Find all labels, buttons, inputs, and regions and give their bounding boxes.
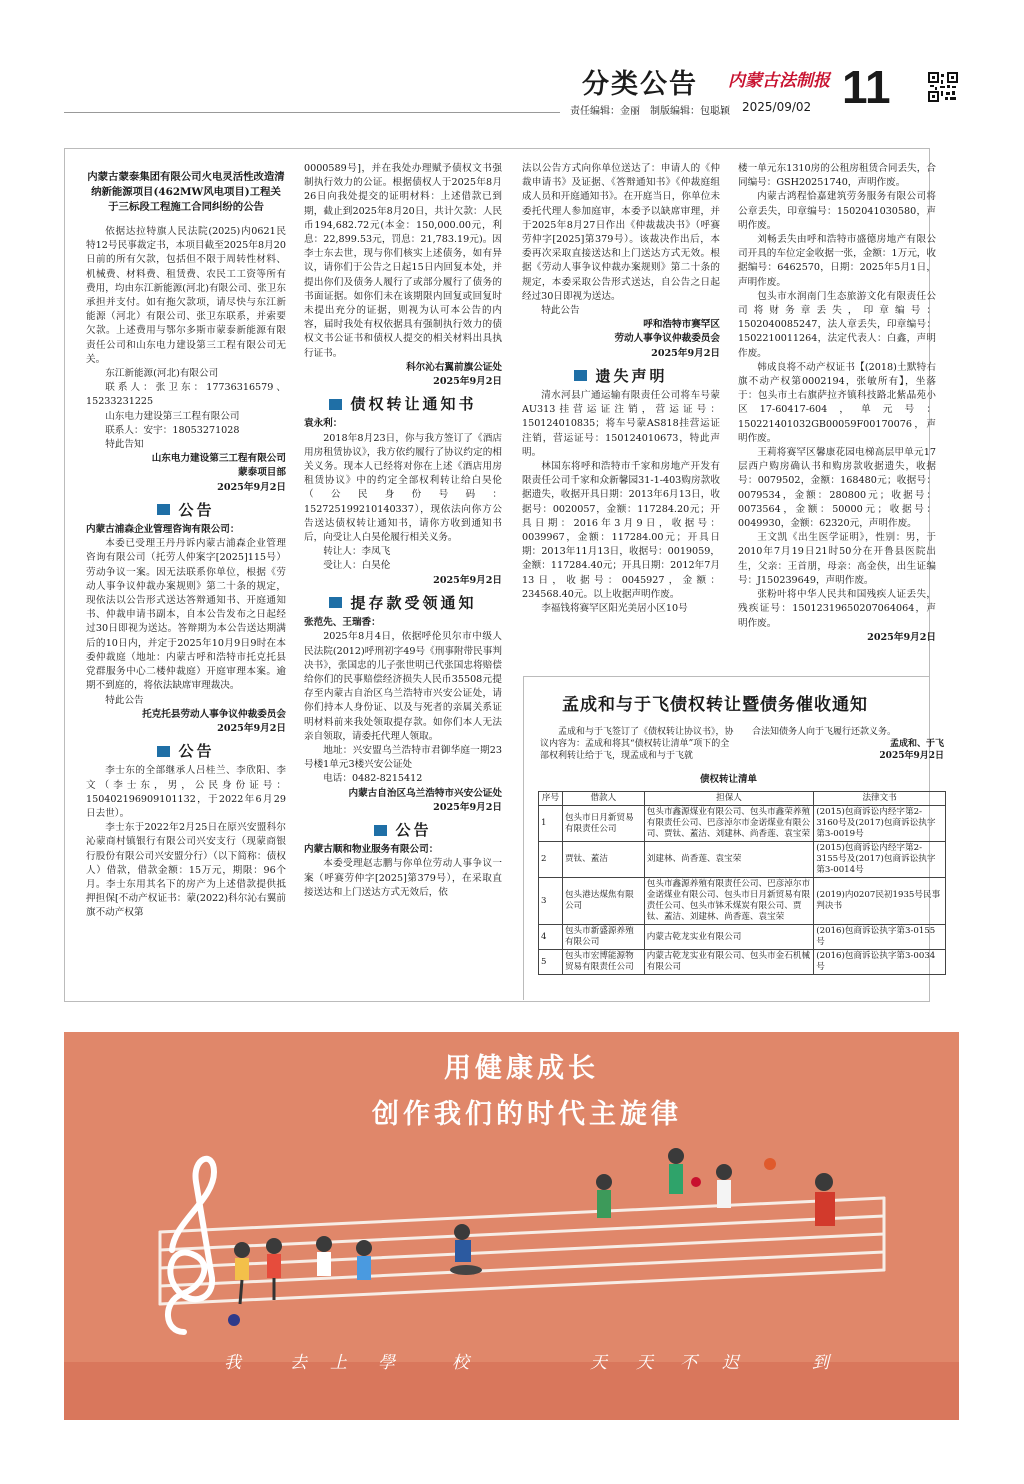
table-cell: 包头港达煤焦有限公司	[562, 878, 644, 925]
ad-lyric-char: 到	[812, 1353, 829, 1373]
notice-date: 2025年9月2日	[433, 574, 502, 586]
debt-table	[538, 791, 946, 975]
notice-signer: 科尔沁右翼前旗公证处	[406, 361, 502, 373]
table-cell: 2	[539, 842, 563, 878]
column-2	[304, 162, 502, 900]
editor-credits: 责任编辑：金丽 制版编辑：包聪颖	[570, 106, 730, 117]
section-heading: 债权转让通知书	[304, 397, 502, 411]
header-rule	[64, 112, 560, 113]
table-cell: 5	[539, 950, 563, 975]
ad-lyric-char: 迟	[722, 1353, 739, 1373]
lost-statement: 刘畅丢失由呼和浩特市盛德房地产有限公司开具的车位定金收据一张，金额：1万元，收据编号：6462570，日期：2025年5月1日，声明作废。	[738, 234, 936, 288]
table-cell: 内蒙古乾龙实业有限公司	[644, 925, 814, 950]
notice-phone: 电话：0482-8215412	[323, 773, 423, 785]
notice-closing: 特此公告	[541, 305, 580, 317]
notice-body: 0000589号]，并在我处办理赋予债权文书强制执行效力的公证。根据债权人于2025年8月26日向我处提交的证明材料：上述借款已到期，截止到2025年8月20日，共计欠款：人民币194,682.72元(本金：150,000.00元，利息：22,899.53元，罚息：21,783.19元)。因李士东去世，现与你们核实上述债务，如有异议，请你们于公告之日起15日内回复本处，并提出你们及债务人履行了或部分履行了债务的书面证据。如你们未在该期限内回复或回复时未提出充分的证据，则视为认可本公告的内容，届时我处有权依据具有强制执行效力的债权文书公证书和债权人提交的相关材料出具执行证书。	[304, 163, 502, 359]
notice-body: 2025年8月4日，依据呼伦贝尔市中级人民法院(2012)呼刑初字49号《刑事附带民事判决书》，张国忠的儿子张世明已代张国忠将赔偿给你们的民事赔偿经济损失人民币35508元提存至内蒙古自治区乌兰浩特市兴安公证处，请你们持本人身份证、以及与死者的亲属关系证明材料前来我处领取提存款。如你们本人无法亲自领取，请委托代理人领取。	[304, 631, 502, 742]
contact-company: 山东电力建设第三工程有限公司	[105, 410, 240, 422]
issue-date: 2025/09/02	[742, 100, 812, 114]
ad-lyric-char: 天	[590, 1353, 607, 1373]
section-heading: 遗失声明	[522, 369, 720, 383]
notice-closing: 特此告知	[105, 439, 144, 451]
contact-company: 东江新能源(河北)有限公司	[105, 368, 219, 380]
table-cell: 3	[539, 878, 563, 925]
lost-statement: 张粉叶将中华人民共和国残疾人证丢失，残疾证号：15012319650207064064，声明作废。	[738, 589, 936, 629]
notice-signer: 劳动人事争议仲裁委员会	[614, 333, 720, 345]
table-cell: 包头市宏博能源物贸易有限责任公司	[562, 950, 644, 975]
page-number: 11	[842, 61, 891, 113]
transferor: 转让人：李凤飞	[323, 546, 391, 558]
section-title: 分类公告	[582, 69, 698, 100]
table-header-row	[539, 792, 946, 806]
table-cell: (2015)包商诉讼内经字第2-3155号及(2017)包商诉讼执字第3-0014号	[814, 842, 946, 878]
contact-person: 联系人：张卫东：17736316579、15233231225	[86, 382, 286, 408]
notice-addressee: 内蒙古顺和物业服务有限公司：	[304, 844, 439, 856]
ad-lyric-char: 不	[680, 1353, 697, 1373]
notice-signer: 呼和浩特市赛罕区	[643, 319, 720, 331]
heading-square-icon	[374, 825, 387, 836]
transferee: 受让人：白昊伦	[323, 560, 391, 572]
notice-body: 李士东于2022年2月25日在原兴安盟科尔沁蒙商村镇银行有限公司兴安支行（现蒙商银行股份有限公司兴安盟分行）（以下简称：债权人）借款，借款金额：15万元，期限：96个月。李士东用其名下的房产为上述借款提供抵押担保[不动产权证书：蒙(2022)科尔沁右翼前旗不动产权第	[86, 822, 286, 919]
table-row	[539, 806, 946, 842]
notice-title: 内蒙古蒙泰集团有限公司火电灵活性改造清纳新能源项目(462MW风电项目)工程关于三标段工程施工合同纠纷的公告	[87, 171, 285, 213]
lost-statement: 李福钱将赛罕区阳光美居小区10号	[541, 603, 688, 615]
notice-date: 2025年9月2日	[867, 631, 936, 643]
table-cell: 刘建林、尚香莲、袁宝荣	[644, 842, 814, 878]
lost-statement: 楼一单元东1310房的公租房租赁合同丢失，合同编号：GSH20251740，声明作废。	[738, 163, 936, 189]
notice-signer: 蒙泰项目部	[238, 467, 286, 479]
notice-body: 本委受理赵志鹏与你单位劳动人事争议一案（呼赛劳仲字[2025]第379号），在采取直接送达和上门送达方式无效后，依	[304, 858, 502, 898]
table-cell: 1	[539, 806, 563, 842]
section-heading: 公告	[86, 744, 286, 758]
heading-square-icon	[329, 399, 342, 410]
contact-person: 联系人：安宇：18053271028	[105, 424, 240, 436]
ad-lyric-char: 校	[452, 1353, 469, 1373]
table-cell: (2015)包商诉讼内经字第2-3160号及(2017)包商诉讼执字第3-0019号	[814, 806, 946, 842]
column-header: 担保人	[644, 792, 814, 806]
newspaper-logo: 内蒙古法制报	[728, 71, 830, 91]
table-row	[539, 878, 946, 925]
table-cell: (2019)内0207民初1935号民事判决书	[814, 878, 946, 925]
section-heading: 公告	[304, 823, 502, 837]
table-cell: (2016)包商诉讼执字第3-0034号	[814, 950, 946, 975]
notice-body: 法以公告方式向你单位送达了：申请人的《仲裁申请书》及证据、《答辩通知书》《仲裁庭组成人员和开庭通知书》。在开庭当日，你单位未委托代理人参加庭审，本委予以缺席审理，并于2025年8月27日作出《仲裁裁决书》（呼赛劳仲字[2025]第379号）。该裁决作出后，本委再次采取直接送达和上门送达方式无效。根据《劳动人事争议仲裁办案规则》第二十条的规定，本委采取公告形式送达，自公告之日起经过30日即视为送达。	[522, 163, 720, 302]
table-row	[539, 925, 946, 950]
lost-statement: 王莉将赛罕区馨康花园电梯高层甲单元17层西户购房确认书和购房款收据遗失，收据号：0079502，金额：168480元；收据号：0079534，金额：280800元；收据号：0073564，金额：50000元；收据号：0049930，金额：62320元，声明作废。	[738, 447, 936, 530]
column-header: 法律文书	[814, 792, 946, 806]
ad-slogan-line-1: 用健康成长	[444, 1053, 599, 1084]
heading-square-icon	[574, 370, 587, 381]
table-cell: (2016)包商诉讼执字第3-0155号	[814, 925, 946, 950]
heading-square-icon	[329, 597, 342, 608]
notice-closing: 特此公告	[105, 694, 144, 706]
heading-square-icon	[157, 504, 170, 515]
heading-square-icon	[157, 746, 170, 757]
notice-signer: 内蒙古自治区乌兰浩特市兴安公证处	[348, 787, 502, 799]
debt-paragraph: 孟成和与于飞签订了《债权转让协议书》，协议内容为：孟成和将其“债权转让清单”项下的全部权利转让给于飞，现孟成和与于飞就	[540, 727, 734, 761]
notice-signer: 山东电力建设第三工程有限公司	[151, 453, 286, 465]
table-cell: 包头市鑫源养殖有限责任公司、巴彦淖尔市金诺煤业有限公司、包头市日月新贸易有限责任公司、包头市钵禾煤炭有限公司、贾钛、蓋洁、刘建林、尚香莲、袁宝荣	[644, 878, 814, 925]
ad-lyric-char: 去	[290, 1353, 307, 1373]
column-header: 序号	[539, 792, 563, 806]
notice-body: 李士东的全部继承人吕桂兰、李欣阳、李文（李士东，男，公民身份证号：150402196909101132，于2022年6月29日去世）。	[86, 765, 286, 819]
qr-code-icon[interactable]	[928, 72, 958, 102]
lost-statement: 清水河县广通运输有限责任公司将车号蒙AU313挂营运证注销，营运证号：150124010835；将车号蒙AS818挂营运证注销，营运证号：150124010673，特此声明。	[522, 390, 720, 458]
lost-statement: 王文凯《出生医学证明》，性别：男，于2010年7月19日21时50分在开鲁县医院出生，父亲：王首朋，母亲：高金侠，出生证编号：J150239649，声明作废。	[738, 532, 936, 586]
notice-addressee: 内蒙古浦森企业管理咨询有限公司：	[86, 524, 240, 536]
debt-signer: 孟成和、于飞	[889, 739, 944, 749]
notice-date: 2025年9月2日	[217, 722, 286, 734]
column-4	[738, 162, 936, 645]
table-cell: 包头市鑫源煤业有限公司、包头市鑫荣养殖有限责任公司、巴彦淖尔市金诺煤业有限公司、贾钛、蓋洁、刘建林、尚香莲、袁宝荣	[644, 806, 814, 842]
lost-statement: 包头市水润南门生态旅游文化有限责任公司将财务章丢失，印章编号：1502040085247，法人章丢失，印章编号：1502210011264，法定代表人：白鑫，声明作废。	[738, 290, 936, 359]
notice-address: 地址：兴安盟乌兰浩特市君御华庭一期23号楼1单元3楼兴安公证处	[304, 744, 502, 771]
notice-date: 2025年9月2日	[217, 481, 286, 493]
section-heading: 公告	[86, 503, 286, 517]
notice-date: 2025年9月2日	[433, 801, 502, 813]
lost-statement: 内蒙古鸿程恰嘉建筑劳务服务有限公司将公章丢失，印章编号：1502041030580，声明作废。	[738, 191, 936, 231]
debt-transfer-title: 孟成和与于飞债权转让暨债务催收通知	[562, 695, 868, 715]
table-cell: 包头市日月新贸易有限责任公司	[562, 806, 644, 842]
ad-lyric-char: 上	[330, 1353, 347, 1373]
table-row	[539, 842, 946, 878]
ad-lyric-char: 我	[224, 1353, 241, 1373]
lost-statement: 韩成良将不动产权证书【(2018)土默特右旗不动产权第0002194，张敏所有】，坐落于：包头市土右旗萨拉齐镇科技路北紫晶苑小区17-60417-604，单元号：150221401032GB00059F00170076，声明作废。	[738, 361, 936, 444]
table-cell: 包头市新盛源养殖有限公司	[562, 925, 644, 950]
table-row	[539, 950, 946, 975]
table-cell: 内蒙古乾龙实业有限公司、包头市金石机械有限公司	[644, 950, 814, 975]
column-3	[522, 162, 720, 616]
notice-date: 2025年9月2日	[651, 347, 720, 359]
notice-addressee: 袁永利：	[304, 418, 343, 430]
debt-date: 2025年9月2日	[879, 751, 944, 761]
section-heading: 提存款受领通知	[304, 596, 502, 610]
column-header: 借款人	[562, 792, 644, 806]
lost-statement: 林国东将呼和浩特市千家和房地产开发有限责任公司千家和众新馨园31-1-403购房款收据遗失，收据开具日期：2013年6月13日，收据号：0020057，金额：117284.20元；开具日期：2016年3月9日，收据号：0039967，金额：117284.00元；开具日期：2013年11月13日，收据号：0019059，金额：117284.40元；开具日期：2012年7月13日，收据号：0045927，金额：234568.40元。以上收据声明作废。	[522, 461, 720, 600]
table-cell: 贾钛、蓋洁	[562, 842, 644, 878]
notice-date: 2025年9月2日	[433, 376, 502, 388]
table-title: 债权转让清单	[700, 774, 758, 785]
debt-paragraph: 合法知债务人向于飞履行还款义务。	[752, 727, 897, 737]
column-1	[86, 170, 286, 921]
table-cell: 4	[539, 925, 563, 950]
notice-addressee: 张范先、王瑞香：	[304, 617, 381, 629]
ad-lyric-char: 天	[636, 1353, 653, 1373]
ad-lyric-char: 學	[378, 1353, 395, 1373]
notice-signer: 托克托县劳动人事争议仲裁委员会	[142, 708, 286, 720]
ad-slogan-line-2: 创作我们的时代主旋律	[372, 1099, 682, 1130]
notice-body: 依据达拉特旗人民法院(2025)内0621民特12号民事裁定书，本项目截至2025年8月20日前的所有欠款，包括但不限于周转性材料、机械费、材料费、租赁费、农民工工资等所有费用，均由东江新能源(河北)有限公司、张卫东承担并支付。如有拖欠款项，请尽快与东江新能源（河北）有限公司、张卫东联系，并索要欠款。上述费用与鄂尔多斯市蒙泰新能源有限责任公司和山东电力建设第三工程有限公司无关。	[86, 226, 286, 365]
notice-body: 本委已受理王丹丹诉内蒙古浦森企业管理咨询有限公司（托劳人仲案字[2025]115号）劳动争议一案。因无法联系你单位，根据《劳动人事争议仲裁办案规则》第二十条的规定，现依法以公告形式送达答辩通知书、开庭通知书、仲裁申请书副本，自本公告发布之日起经过30日即视为送达。答辩期为本公告送达期满后的10日内，并定于2025年10月9日9时在本委仲裁庭（地址：内蒙古呼和浩特市托克托县党群服务中心二楼仲裁庭）开庭审理本案。逾期不到庭的，将依法缺席审理裁决。	[86, 538, 286, 692]
notice-body: 2018年8月23日，你与我方签订了《酒店用房租赁协议》，我方依约履行了协议约定的相关义务。现本人已经将对你在上述《酒店用房租赁协议》中的约定全部权利转让给白昊伦（公民身份号码：152725199210140337），现依法向你方公告送达债权转让通知书，请你方收到通知书后，向受让人白昊伦履行相关义务。	[304, 432, 502, 544]
